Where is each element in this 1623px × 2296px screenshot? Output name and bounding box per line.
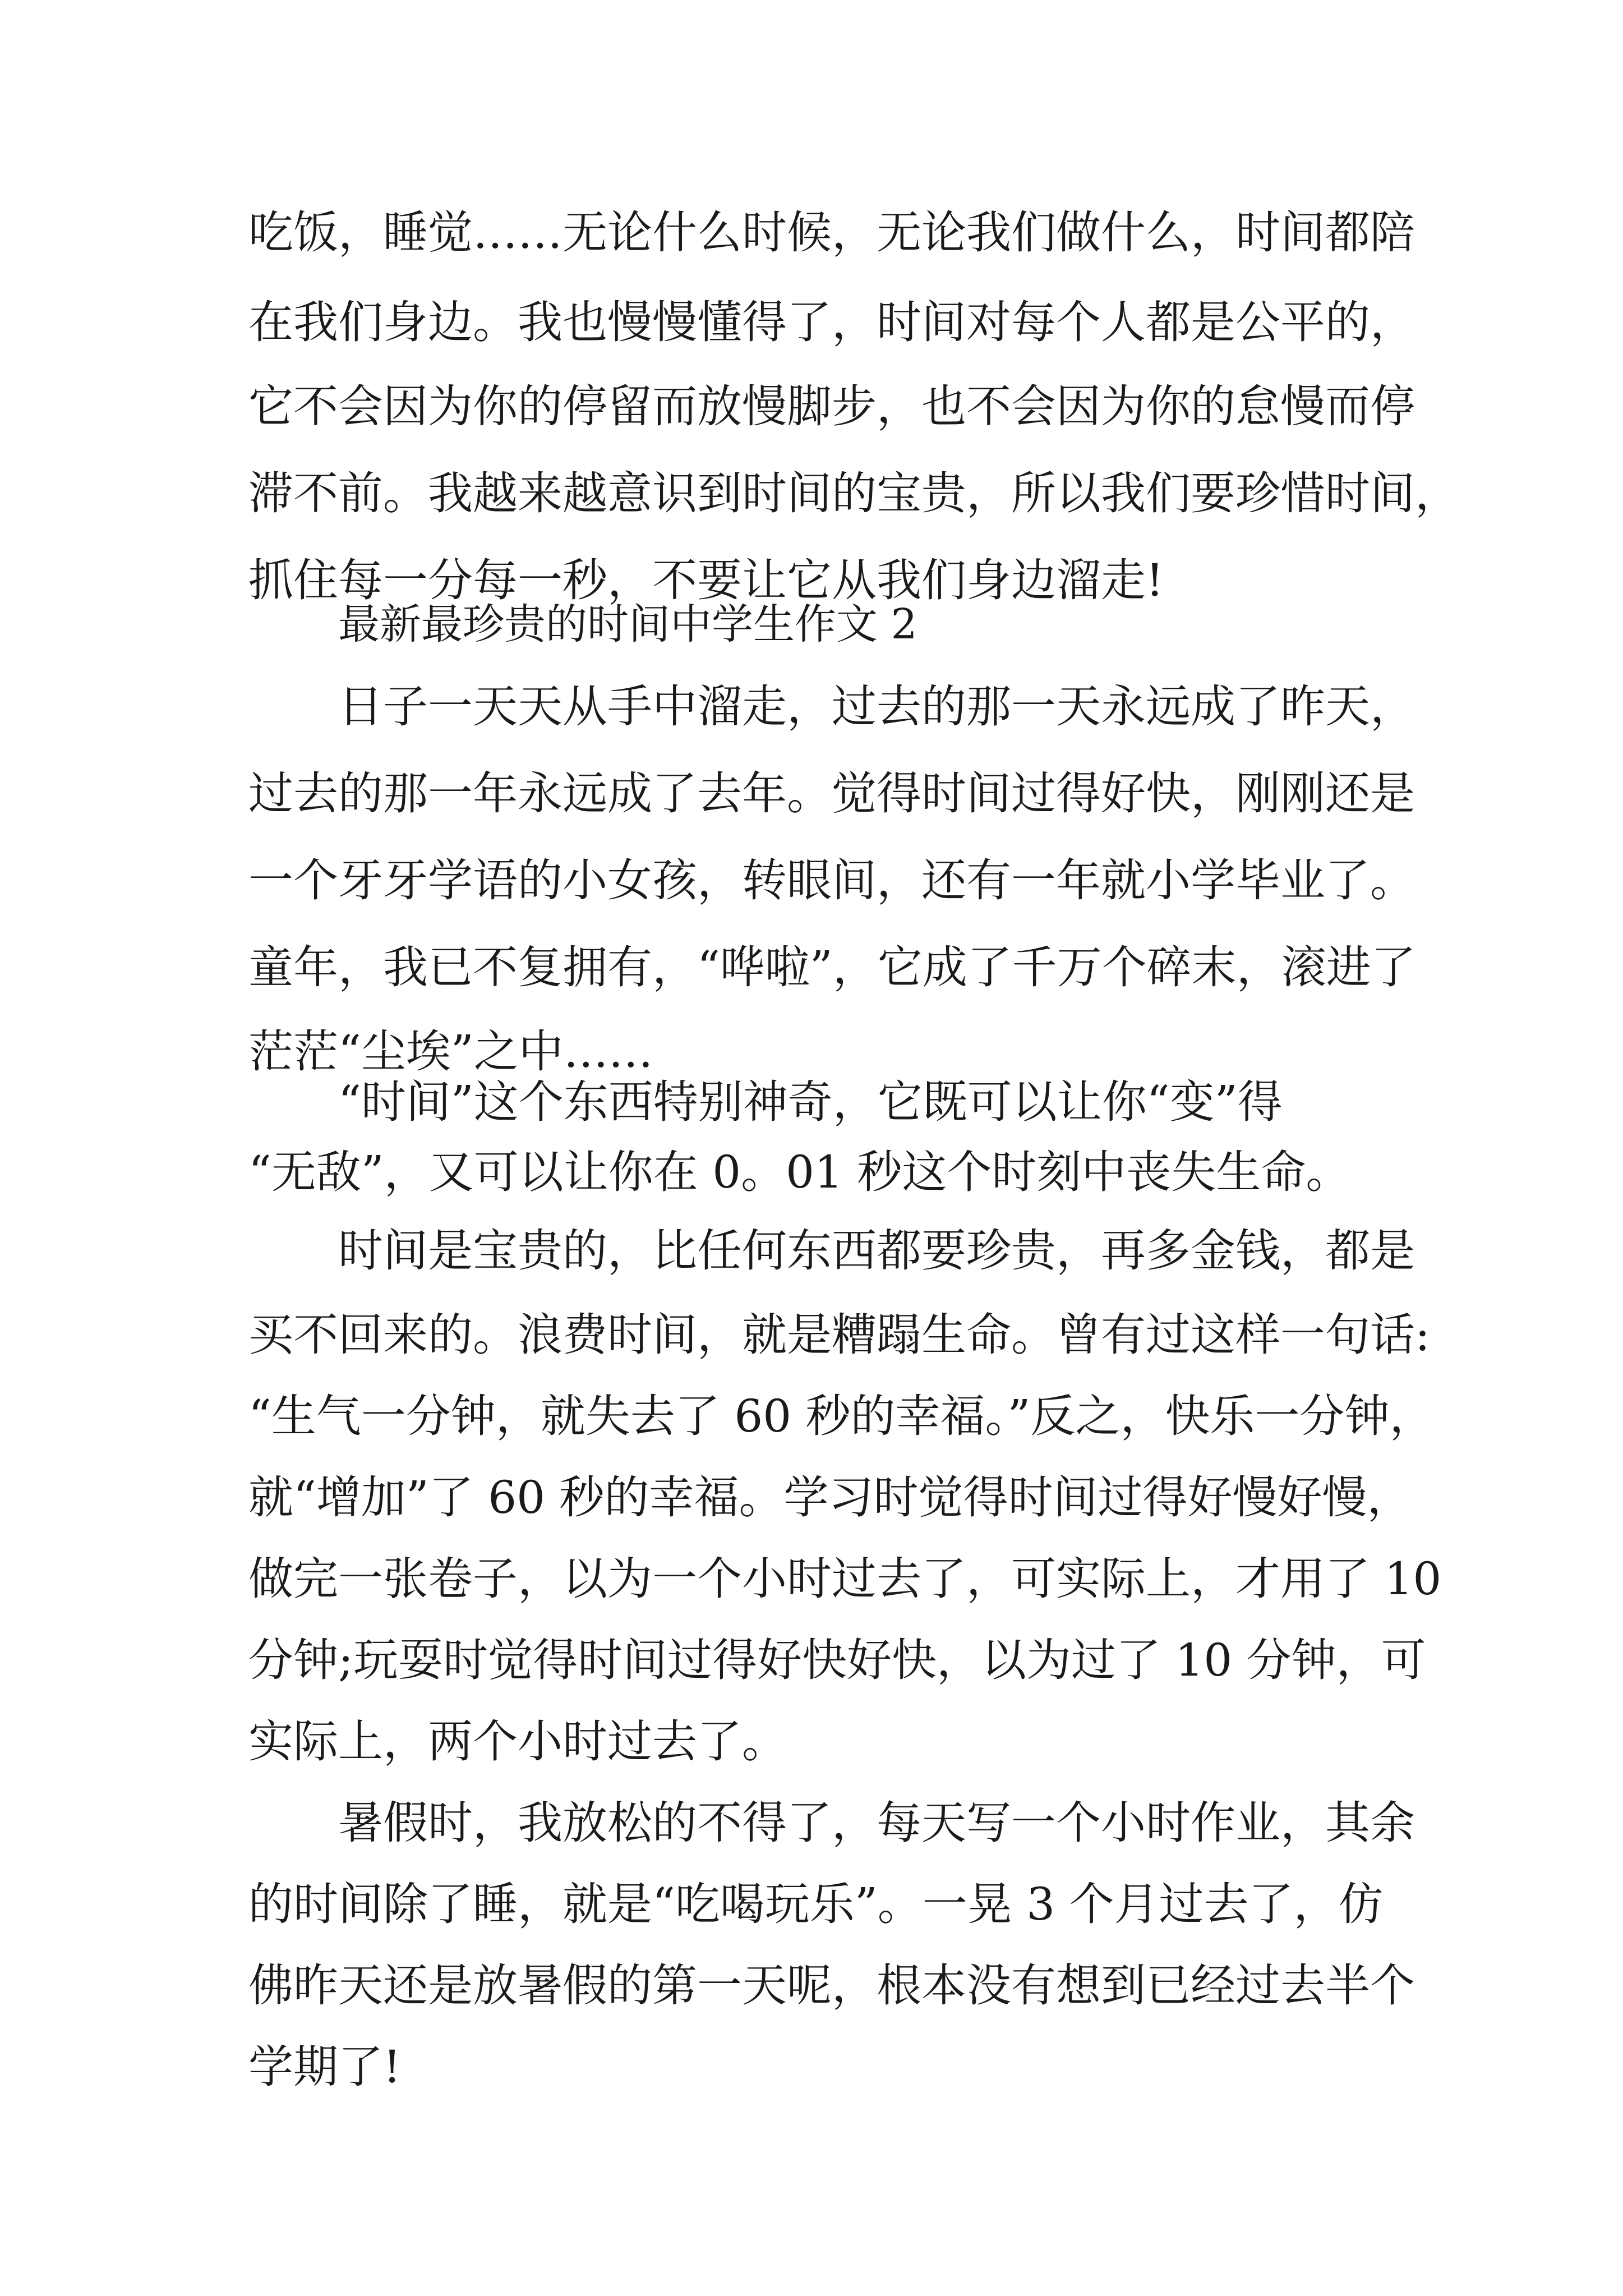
text-line: 吃饭，睡觉……无论什么时候，无论我们做什么，时间都陪 — [248, 206, 1415, 259]
text-line: 的时间除了睡，就是“吃喝玩乐”。一晃 3 个月过去了，仿 — [248, 1878, 1384, 1930]
text-line: 学期了! — [248, 2041, 402, 2093]
text-line: 分钟;玩耍时觉得时间过得好快好快，以为过了 10 分钟，可 — [248, 1634, 1426, 1686]
text-line: 时间是宝贵的，比任何东西都要珍贵，再多金钱，都是 — [338, 1225, 1415, 1277]
text-line: 在我们身边。我也慢慢懂得了，时间对每个人都是公平的， — [248, 296, 1415, 348]
text-line: “生气一分钟，就失去了 60 秒的幸福。”反之，快乐一分钟， — [248, 1390, 1435, 1442]
text-line: 买不回来的。浪费时间，就是糟蹋生命。曾有过这样一句话: — [248, 1309, 1430, 1361]
text-line: 做完一张卷子，以为一个小时过去了，可实际上，才用了 10 — [248, 1553, 1442, 1605]
text-line: 滞不前。我越来越意识到时间的宝贵，所以我们要珍惜时间， — [248, 467, 1460, 519]
section-heading: 最新最珍贵的时间中学生作文 2 — [338, 600, 917, 648]
text-line: 一个牙牙学语的小女孩，转眼间，还有一年就小学毕业了。 — [248, 854, 1415, 907]
text-line: 茫茫“尘埃”之中…… — [248, 1025, 653, 1078]
text-line: 过去的那一年永远成了去年。觉得时间过得好快，刚刚还是 — [248, 767, 1415, 820]
text-line: 抓住每一分每一秒，不要让它从我们身边溜走! — [248, 554, 1164, 606]
text-line: 就“增加”了 60 秒的幸福。学习时觉得时间过得好慢好慢， — [248, 1471, 1412, 1524]
text-line: 实际上，两个小时过去了。 — [248, 1715, 787, 1768]
text-line: “时间”这个东西特别神奇，它既可以让你“变”得 — [338, 1076, 1283, 1128]
text-line: 佛昨天还是放暑假的第一天呢，根本没有想到已经过去半个 — [248, 1959, 1415, 2012]
text-line: 暑假时，我放松的不得了，每天写一个小时作业，其余 — [338, 1797, 1415, 1849]
text-line: 它不会因为你的停留而放慢脚步，也不会因为你的怠慢而停 — [248, 380, 1415, 432]
text-line: “无敌”，又可以让你在 0。01 秒这个时刻中丧失生命。 — [248, 1146, 1351, 1198]
text-line: 日子一天天从手中溜走，过去的那一天永远成了昨天， — [338, 680, 1415, 733]
text-line: 童年，我已不复拥有，“哗啦”，它成了千万个碎末，滚进了 — [248, 941, 1416, 993]
